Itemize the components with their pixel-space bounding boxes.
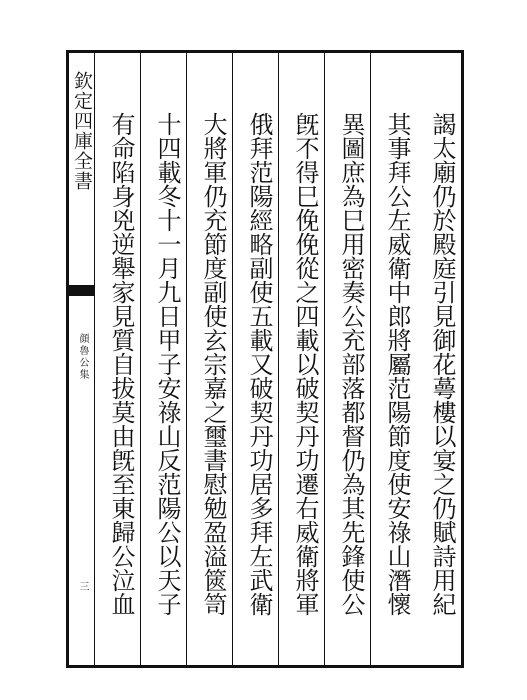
text-column-1: 謁太廟仍於殿庭引見御花蕚樓以宴之仍賦詩用紀 bbox=[428, 112, 456, 616]
page-number: 三 bbox=[77, 581, 88, 591]
book-title: 顔魯公集 bbox=[77, 333, 88, 381]
text-column-3: 異圖庶為巳用密奏公充部落都督仍為其先鋒使公 bbox=[324, 53, 370, 665]
text-column-8: 有命陷身兇逆舉家見質自拔莫由旣至東歸公泣血 bbox=[107, 112, 135, 616]
center-margin-strip bbox=[69, 53, 95, 665]
text-column-5: 俄拜范陽經略副使五載又破契丹功居多拜左武衛 bbox=[232, 53, 278, 665]
text-columns bbox=[95, 53, 461, 665]
text-column-4: 旣不得巳俛俛從之四載以破契丹功遷右威衛將軍 bbox=[278, 53, 324, 665]
text-column-6: 大將軍仍充節度副使玄宗嘉之璽書慰勉盈溢篋笥 bbox=[186, 53, 232, 665]
page-frame bbox=[66, 50, 464, 668]
text-column-7: 十四載冬十一月九日甲子安祿山反范陽公以天子 bbox=[140, 53, 186, 665]
text-column-2: 其事拜公左威衛中郎將屬范陽節度使安祿山潛懷 bbox=[370, 53, 416, 665]
series-title: 欽定四庫全書 bbox=[71, 71, 93, 191]
fish-tail-mark bbox=[69, 285, 94, 296]
